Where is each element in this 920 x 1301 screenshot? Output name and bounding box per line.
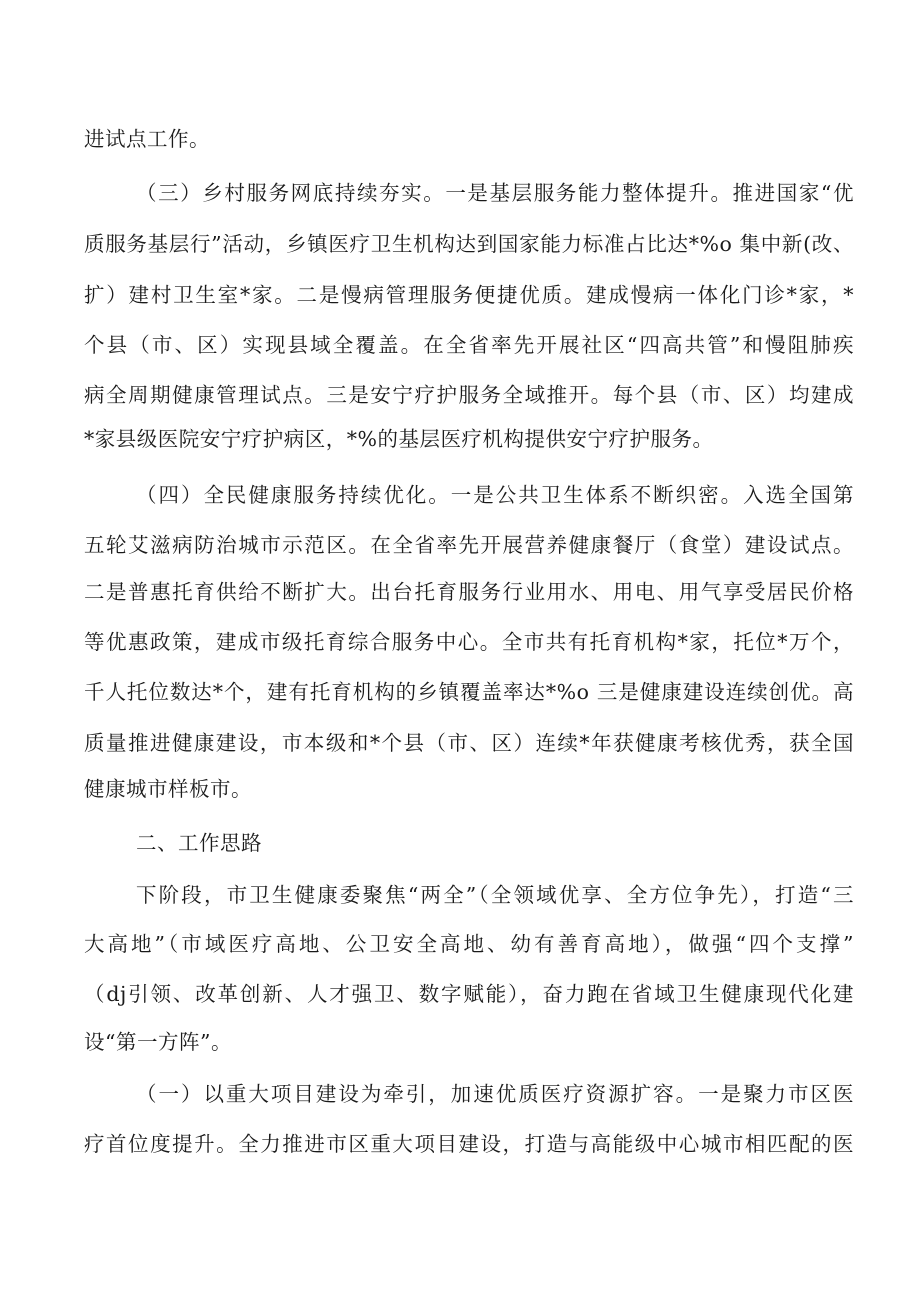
paragraph-line: （dj引领、改革创新、人才强卫、数字赋能），奋力跑在省域卫生健康现代化建 [84, 982, 854, 1006]
paragraph-line: （四）全民健康服务持续优化。一是公共卫生体系不断织密。入选全国第 [136, 483, 854, 507]
paragraph-line: （一）以重大项目建设为牵引，加速优质医疗资源扩容。一是聚力市区医 [136, 1082, 854, 1106]
paragraph-line: 五轮艾滋病防治城市示范区。在全省率先开展营养健康餐厅（食堂）建设试点。 [84, 533, 854, 557]
paragraph-line: 扩）建村卫生室*家。二是慢病管理服务便捷优质。建成慢病一体化门诊*家，* [84, 283, 854, 307]
paragraph-line: 设“第一方阵”。 [84, 1030, 232, 1054]
paragraph-line: 等优惠政策，建成市级托育综合服务中心。全市共有托育机构*家，托位*万个， [84, 630, 854, 654]
paragraph-line: 下阶段，市卫生健康委聚焦“两全”（全领域优享、全方位争先），打造“三 [136, 883, 854, 907]
paragraph-line: 二是普惠托育供给不断扩大。出台托育服务行业用水、用电、用气享受居民价格 [84, 580, 854, 604]
paragraph-line: 健康城市样板市。 [84, 777, 252, 801]
paragraph-line: （三）乡村服务网底持续夯实。一是基层服务能力整体提升。推进国家“优 [136, 181, 854, 205]
paragraph-line: 病全周期健康管理试点。三是安宁疗护服务全域推开。每个县（市、区）均建成 [84, 383, 854, 407]
paragraph-line: 质服务基层行”活动，乡镇医疗卫生机构达到国家能力标准占比达*%o 集中新(改、 [84, 232, 854, 256]
paragraph-line: 进试点工作。 [84, 127, 210, 151]
paragraph-line: 千人托位数达*个，建有托育机构的乡镇覆盖率达*%o 三是健康建设连续创优。高 [84, 680, 854, 704]
paragraph-line: *家县级医院安宁疗护病区，*%的基层医疗机构提供安宁疗护服务。 [84, 427, 714, 451]
paragraph-line: 大高地”（市域医疗高地、公卫安全高地、幼有善育高地），做强“四个支撑” [84, 932, 854, 956]
paragraph-line: 个县（市、区）实现县域全覆盖。在全省率先开展社区“四高共管”和慢阻肺疾 [84, 333, 854, 357]
paragraph-line: 质量推进健康建设，市本级和*个县（市、区）连续*年获健康考核优秀，获全国 [84, 731, 854, 755]
section-heading: 二、工作思路 [136, 831, 262, 855]
paragraph-line: 疗首位度提升。全力推进市区重大项目建设，打造与高能级中心城市相匹配的医 [84, 1132, 854, 1156]
